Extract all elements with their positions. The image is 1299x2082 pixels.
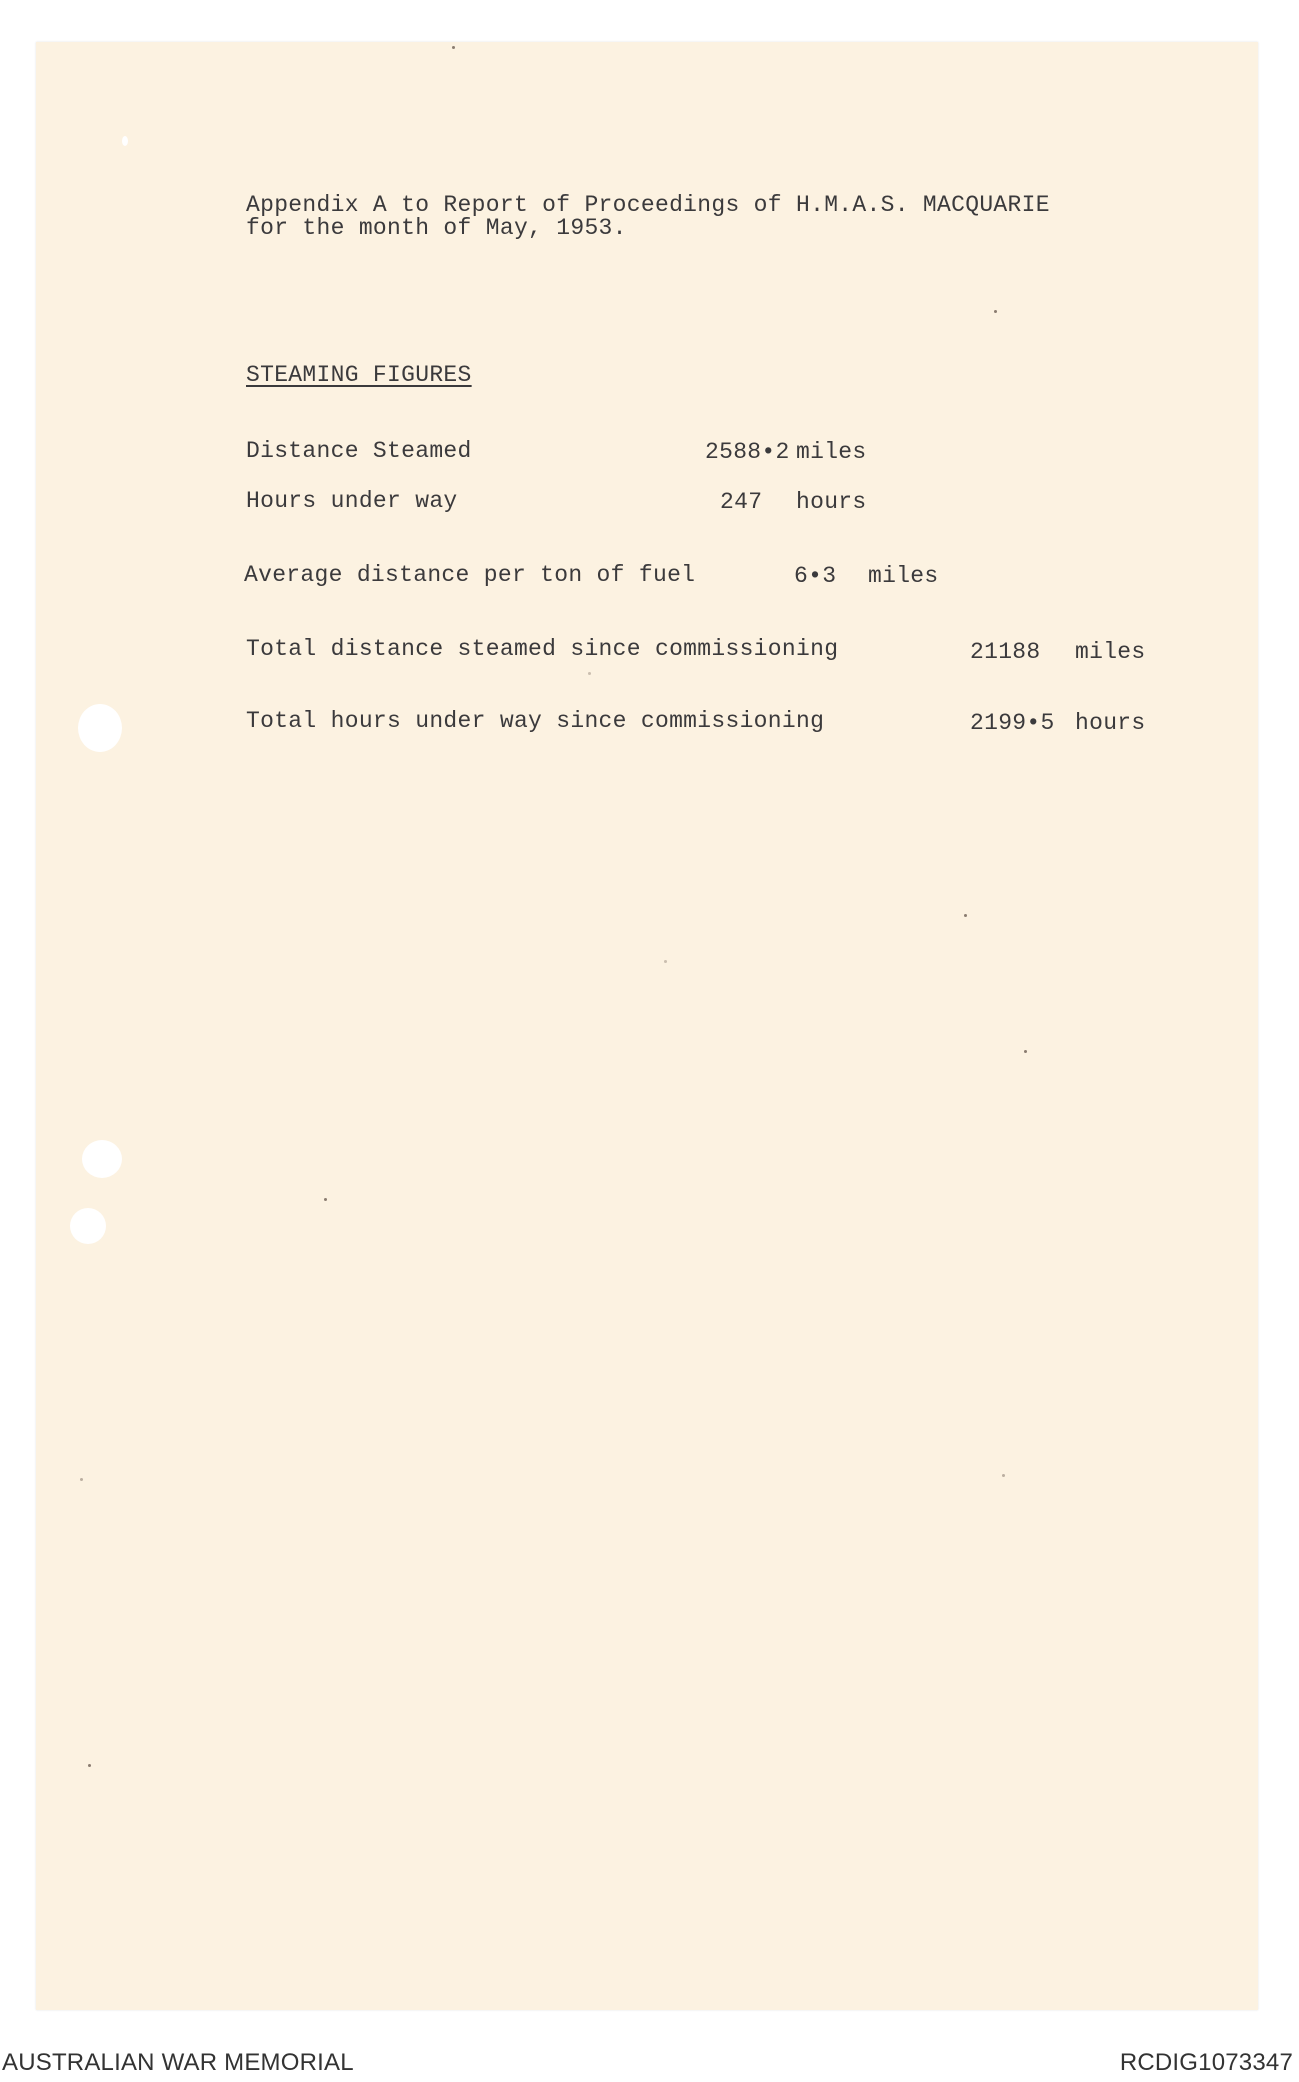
row-value-average-distance: 6•3 xyxy=(794,563,837,589)
paper-speck xyxy=(452,46,455,49)
paper-speck xyxy=(994,310,997,313)
punch-hole-middle xyxy=(82,1140,122,1178)
row-value-total-distance: 21188 xyxy=(970,639,1041,665)
paper-speck xyxy=(964,914,967,917)
paper-speck xyxy=(122,136,128,146)
document-page xyxy=(36,42,1258,2010)
punch-hole-top xyxy=(78,704,122,752)
document-title-line-1: Appendix A to Report of Proceedings of H.M.A.S. MACQUARIE xyxy=(246,192,1050,218)
row-value-total-hours: 2199•5 xyxy=(970,710,1055,736)
row-label-distance-steamed: Distance Steamed xyxy=(246,438,472,464)
punch-hole-bottom xyxy=(70,1208,106,1244)
row-unit-total-hours: hours xyxy=(1075,710,1146,736)
paper-speck xyxy=(1024,1050,1027,1053)
row-value-hours-under-way: 247 xyxy=(720,489,763,515)
row-unit-average-distance: miles xyxy=(868,563,939,589)
paper-speck xyxy=(324,1198,327,1201)
footer-source-credit: AUSTRALIAN WAR MEMORIAL xyxy=(2,2049,354,2076)
paper-speck xyxy=(588,672,591,675)
paper-speck xyxy=(664,960,667,963)
row-label-total-hours: Total hours under way since commissioning xyxy=(246,708,825,734)
paper-speck xyxy=(80,1478,83,1481)
row-label-hours-under-way: Hours under way xyxy=(246,488,458,514)
row-label-average-distance: Average distance per ton of fuel xyxy=(244,562,696,588)
row-value-distance-steamed: 2588•2 xyxy=(705,439,790,465)
section-heading: STEAMING FIGURES xyxy=(246,362,472,388)
document-title-line-2: for the month of May, 1953. xyxy=(246,215,627,241)
row-label-total-distance: Total distance steamed since commissioning xyxy=(246,636,839,662)
row-unit-hours-under-way: hours xyxy=(796,489,867,515)
row-unit-total-distance: miles xyxy=(1075,639,1146,665)
paper-speck xyxy=(1002,1474,1005,1477)
paper-speck xyxy=(88,1764,91,1767)
row-unit-distance-steamed: miles xyxy=(796,439,867,465)
footer-record-id: RCDIG1073347 xyxy=(1119,2049,1293,2076)
